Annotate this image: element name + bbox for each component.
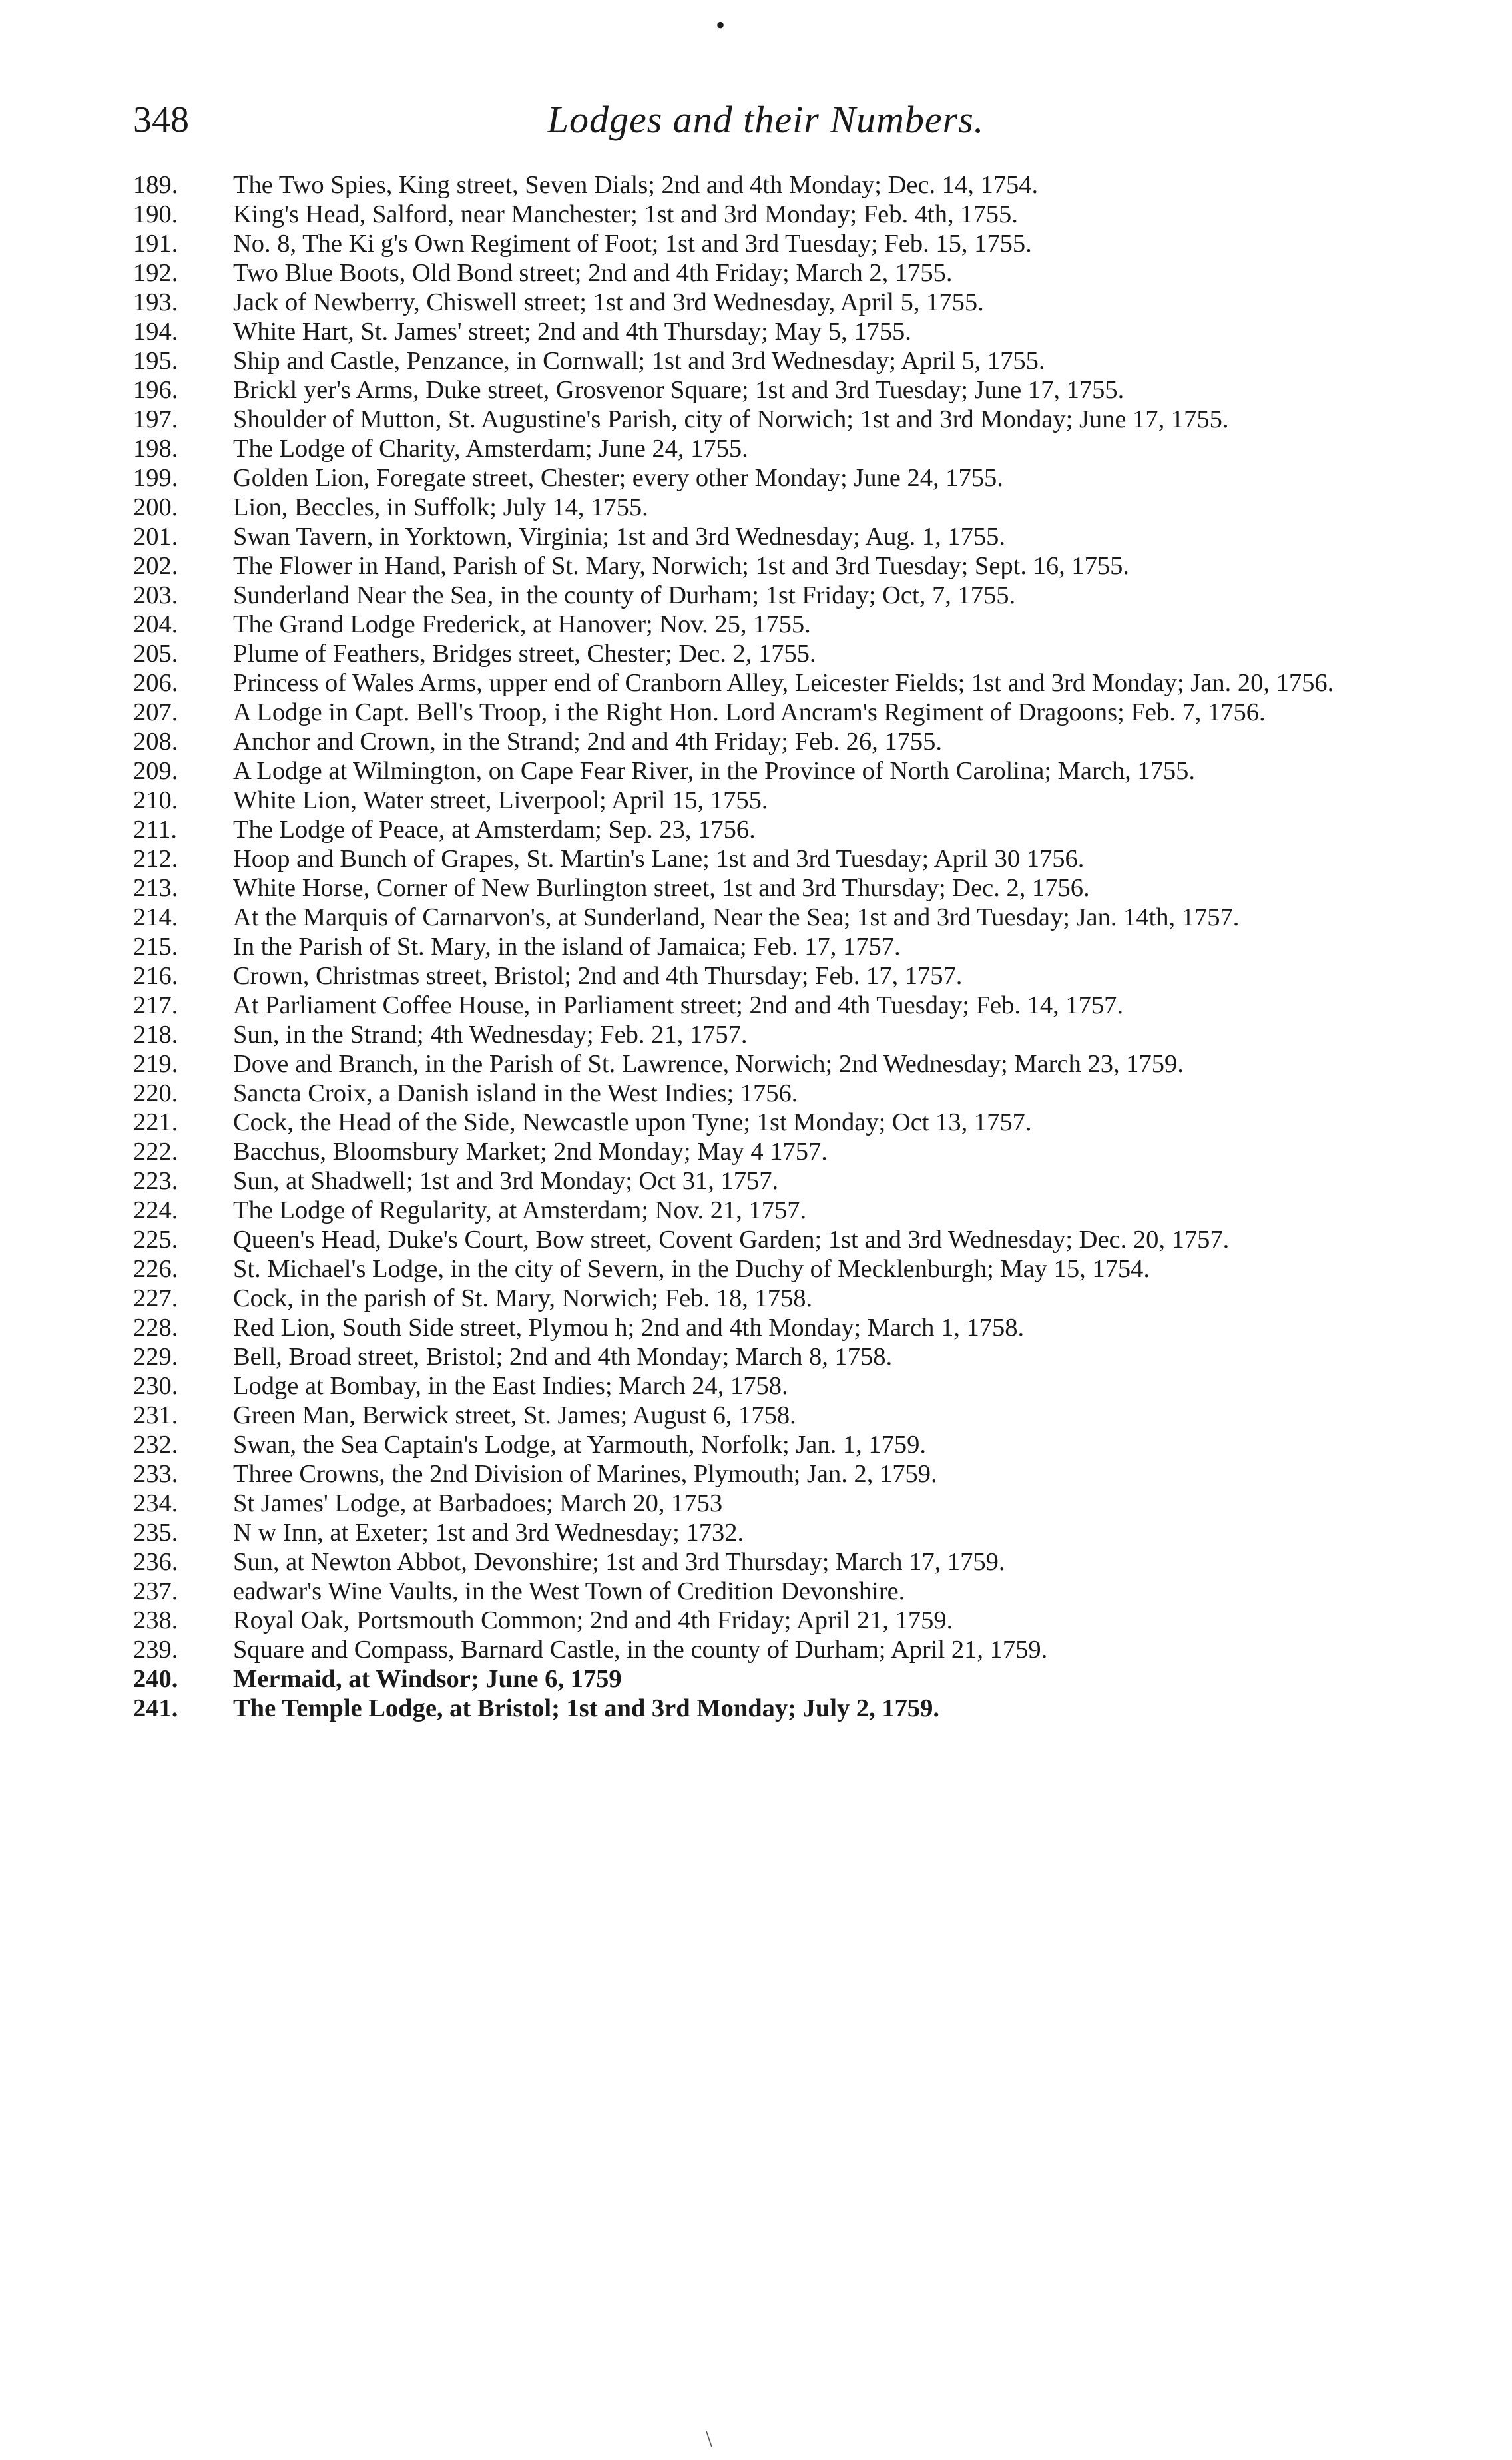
lodge-entry xyxy=(133,375,1398,405)
lodge-entry xyxy=(133,522,1398,551)
lodge-entry xyxy=(133,727,1398,756)
entry-text: N w Inn, at Exeter; 1st and 3rd Wednesday; 1732. xyxy=(233,1519,744,1547)
lodge-entry xyxy=(133,1313,1398,1342)
lodge-entry xyxy=(133,1137,1398,1166)
entry-number: 210. xyxy=(133,786,178,814)
lodge-entry xyxy=(133,200,1398,229)
entry-number: 190. xyxy=(133,200,178,228)
lodge-entry xyxy=(133,1635,1398,1664)
lodge-entry xyxy=(133,1108,1398,1137)
entry-number: 212. xyxy=(133,845,178,873)
lodge-entry xyxy=(133,1430,1398,1459)
entry-text: A Lodge at Wilmington, on Cape Fear River, in the Province of North Carolina; March, 1755. xyxy=(233,757,1196,785)
lodge-entry xyxy=(133,756,1398,786)
entry-number: 215. xyxy=(133,933,178,961)
entry-text: Golden Lion, Foregate street, Chester; every other Monday; June 24, 1755. xyxy=(233,464,1003,492)
entry-number: 195. xyxy=(133,347,178,375)
entry-number: 200. xyxy=(133,493,178,521)
entry-number: 194. xyxy=(133,318,178,346)
entry-number: 205. xyxy=(133,640,178,668)
entry-text: In the Parish of St. Mary, in the island of Jamaica; Feb. 17, 1757. xyxy=(233,933,901,961)
lodge-entry xyxy=(133,1196,1398,1225)
entry-text: Swan Tavern, in Yorktown, Virginia; 1st and 3rd Wednesday; Aug. 1, 1755. xyxy=(233,523,1006,551)
entry-number: 232. xyxy=(133,1431,178,1459)
lodge-entry xyxy=(133,1225,1398,1254)
entry-text: Swan, the Sea Captain's Lodge, at Yarmouth, Norfolk; Jan. 1, 1759. xyxy=(233,1431,926,1459)
entry-number: 226. xyxy=(133,1255,178,1283)
entry-text: Red Lion, South Side street, Plymou h; 2nd and 4th Monday; March 1, 1758. xyxy=(233,1314,1025,1342)
entry-number: 191. xyxy=(133,230,178,258)
page-header xyxy=(133,93,1398,146)
entry-number: 230. xyxy=(133,1372,178,1400)
entry-text: The Lodge of Charity, Amsterdam; June 24, 1755. xyxy=(233,435,748,463)
entry-text: eadwar's Wine Vaults, in the West Town of Credition Devonshire. xyxy=(233,1577,905,1605)
entry-number: 214. xyxy=(133,903,178,931)
entry-number: 231. xyxy=(133,1401,178,1429)
lodge-entry xyxy=(133,1166,1398,1196)
entry-text: Cock, in the parish of St. Mary, Norwich; Feb. 18, 1758. xyxy=(233,1284,813,1312)
entry-text: Jack of Newberry, Chiswell street; 1st and 3rd Wednesday, April 5, 1755. xyxy=(233,288,984,316)
entry-text: Two Blue Boots, Old Bond street; 2nd and 4th Friday; March 2, 1755. xyxy=(233,259,953,287)
entry-text: Green Man, Berwick street, St. James; August 6, 1758. xyxy=(233,1401,796,1429)
entry-text: At the Marquis of Carnarvon's, at Sunderland, Near the Sea; 1st and 3rd Tuesday; Jan. 14th, 1757. xyxy=(233,903,1240,931)
entry-text: The Lodge of Peace, at Amsterdam; Sep. 23, 1756. xyxy=(233,816,756,844)
lodge-entry xyxy=(133,639,1398,668)
lodge-entry xyxy=(133,815,1398,844)
entry-text: Sun, at Newton Abbot, Devonshire; 1st and 3rd Thursday; March 17, 1759. xyxy=(233,1548,1005,1576)
lodge-entry xyxy=(133,932,1398,961)
entry-number: 221. xyxy=(133,1108,178,1136)
lodge-entry xyxy=(133,229,1398,258)
entry-text: White Horse, Corner of New Burlington street, 1st and 3rd Thursday; Dec. 2, 1756. xyxy=(233,874,1090,902)
entry-text: At Parliament Coffee House, in Parliament street; 2nd and 4th Tuesday; Feb. 14, 1757. xyxy=(233,991,1123,1019)
lodge-entry xyxy=(133,1284,1398,1313)
entry-text: King's Head, Salford, near Manchester; 1st and 3rd Monday; Feb. 4th, 1755. xyxy=(233,200,1018,228)
entry-text: Plume of Feathers, Bridges street, Chester; Dec. 2, 1755. xyxy=(233,640,816,668)
entry-text: The Flower in Hand, Parish of St. Mary, Norwich; 1st and 3rd Tuesday; Sept. 16, 1755. xyxy=(233,552,1129,580)
entry-number: 202. xyxy=(133,552,178,580)
entry-number: 240. xyxy=(133,1665,178,1693)
entry-text: Shoulder of Mutton, St. Augustine's Parish, city of Norwich; 1st and 3rd Monday; June 17, 1755. xyxy=(233,405,1229,433)
entry-text: Royal Oak, Portsmouth Common; 2nd and 4th Friday; April 21, 1759. xyxy=(233,1606,953,1634)
entry-number: 203. xyxy=(133,581,178,609)
lodge-entry xyxy=(133,1518,1398,1547)
entry-text: St James' Lodge, at Barbadoes; March 20, 1753 xyxy=(233,1489,723,1517)
entry-text: White Lion, Water street, Liverpool; April 15, 1755. xyxy=(233,786,768,814)
lodge-entry xyxy=(133,288,1398,317)
entry-number: 208. xyxy=(133,728,178,756)
lodge-entry xyxy=(133,258,1398,288)
lodge-entry xyxy=(133,961,1398,991)
lodge-entry xyxy=(133,1694,1398,1723)
entry-text: Sancta Croix, a Danish island in the West Indies; 1756. xyxy=(233,1079,798,1107)
lodge-entry xyxy=(133,1342,1398,1371)
entry-text: Sun, in the Strand; 4th Wednesday; Feb. 21, 1757. xyxy=(233,1021,748,1049)
entry-number: 219. xyxy=(133,1050,178,1078)
entry-number: 216. xyxy=(133,962,178,990)
entry-number: 227. xyxy=(133,1284,178,1312)
entry-text: Three Crowns, the 2nd Division of Marines, Plymouth; Jan. 2, 1759. xyxy=(233,1460,937,1488)
entry-number: 213. xyxy=(133,874,178,902)
entry-number: 189. xyxy=(133,171,178,199)
entry-number: 204. xyxy=(133,611,178,638)
lodge-entry xyxy=(133,1664,1398,1694)
entry-number: 237. xyxy=(133,1577,178,1605)
entry-text: Lodge at Bombay, in the East Indies; March 24, 1758. xyxy=(233,1372,788,1400)
entry-text: The Grand Lodge Frederick, at Hanover; Nov. 25, 1755. xyxy=(233,611,811,638)
lodge-entry xyxy=(133,1401,1398,1430)
entry-number: 238. xyxy=(133,1606,178,1634)
entry-text: Sunderland Near the Sea, in the county of Durham; 1st Friday; Oct, 7, 1755. xyxy=(233,581,1016,609)
entry-text: Hoop and Bunch of Grapes, St. Martin's Lane; 1st and 3rd Tuesday; April 30 1756. xyxy=(233,845,1085,873)
entry-number: 192. xyxy=(133,259,178,287)
ink-mark: • xyxy=(716,10,726,40)
entry-number: 229. xyxy=(133,1343,178,1371)
lodge-entry xyxy=(133,1254,1398,1284)
entry-text: The Lodge of Regularity, at Amsterdam; Nov. 21, 1757. xyxy=(233,1196,807,1224)
lodge-entry xyxy=(133,581,1398,610)
entry-number: 193. xyxy=(133,288,178,316)
entry-number: 220. xyxy=(133,1079,178,1107)
lodge-entry xyxy=(133,1547,1398,1577)
entry-text: Crown, Christmas street, Bristol; 2nd and 4th Thursday; Feb. 17, 1757. xyxy=(233,962,963,990)
entry-text: Brickl yer's Arms, Duke street, Grosvenor Square; 1st and 3rd Tuesday; June 17, 1755. xyxy=(233,376,1125,404)
lodge-entry xyxy=(133,873,1398,903)
entry-number: 197. xyxy=(133,405,178,433)
entry-text: Ship and Castle, Penzance, in Cornwall; 1st and 3rd Wednesday; April 5, 1755. xyxy=(233,347,1045,375)
lodge-entry xyxy=(133,463,1398,493)
entry-text: Dove and Branch, in the Parish of St. Lawrence, Norwich; 2nd Wednesday; March 23, 1759. xyxy=(233,1050,1184,1078)
entry-text: Queen's Head, Duke's Court, Bow street, Covent Garden; 1st and 3rd Wednesday; Dec. 20, 1757. xyxy=(233,1226,1230,1254)
entry-number: 209. xyxy=(133,757,178,785)
lodge-entry xyxy=(133,405,1398,434)
entry-number: 236. xyxy=(133,1548,178,1576)
lodge-entry xyxy=(133,698,1398,727)
entry-text: Lion, Beccles, in Suffolk; July 14, 1755. xyxy=(233,493,648,521)
lodge-entry xyxy=(133,1489,1398,1518)
lodge-entry xyxy=(133,991,1398,1020)
entry-text: Anchor and Crown, in the Strand; 2nd and 4th Friday; Feb. 26, 1755. xyxy=(233,728,943,756)
entry-text: Sun, at Shadwell; 1st and 3rd Monday; Oct 31, 1757. xyxy=(233,1167,779,1195)
entry-number: 239. xyxy=(133,1636,178,1664)
lodge-entry xyxy=(133,1606,1398,1635)
entry-number: 207. xyxy=(133,698,178,726)
entry-number: 199. xyxy=(133,464,178,492)
lodge-entry xyxy=(133,170,1398,200)
lodge-entry xyxy=(133,1049,1398,1079)
entry-text: The Temple Lodge, at Bristol; 1st and 3rd Monday; July 2, 1759. xyxy=(233,1694,939,1722)
entry-text: Bell, Broad street, Bristol; 2nd and 4th Monday; March 8, 1758. xyxy=(233,1343,893,1371)
lodge-entry xyxy=(133,1079,1398,1108)
entry-text: Mermaid, at Windsor; June 6, 1759 xyxy=(233,1665,622,1693)
entry-number: 201. xyxy=(133,523,178,551)
entry-number: 228. xyxy=(133,1314,178,1342)
ink-mark: \ xyxy=(706,2425,713,2452)
lodge-entry xyxy=(133,786,1398,815)
entry-number: 222. xyxy=(133,1138,178,1166)
entry-number: 223. xyxy=(133,1167,178,1195)
entry-text: Bacchus, Bloomsbury Market; 2nd Monday; May 4 1757. xyxy=(233,1138,828,1166)
lodge-entry xyxy=(133,434,1398,463)
entry-number: 198. xyxy=(133,435,178,463)
entry-number: 233. xyxy=(133,1460,178,1488)
entry-text: No. 8, The Ki g's Own Regiment of Foot; 1st and 3rd Tuesday; Feb. 15, 1755. xyxy=(233,230,1032,258)
entry-text: Square and Compass, Barnard Castle, in the county of Durham; April 21, 1759. xyxy=(233,1636,1048,1664)
lodge-entry xyxy=(133,1371,1398,1401)
lodge-entry xyxy=(133,493,1398,522)
entry-number: 211. xyxy=(133,816,177,844)
lodge-entry xyxy=(133,317,1398,346)
entry-text: Cock, the Head of the Side, Newcastle upon Tyne; 1st Monday; Oct 13, 1757. xyxy=(233,1108,1032,1136)
entry-text: White Hart, St. James' street; 2nd and 4th Thursday; May 5, 1755. xyxy=(233,318,911,346)
running-head: Lodges and their Numbers. xyxy=(547,98,985,141)
lodge-entry xyxy=(133,844,1398,873)
page-number: 348 xyxy=(133,99,189,140)
entry-number: 196. xyxy=(133,376,178,404)
entry-text: Princess of Wales Arms, upper end of Cranborn Alley, Leicester Fields; 1st and 3rd Monday; Jan. 20, 1756. xyxy=(233,669,1334,697)
entry-number: 225. xyxy=(133,1226,178,1254)
entry-text: St. Michael's Lodge, in the city of Severn, in the Duchy of Mecklenburgh; May 15, 1754. xyxy=(233,1255,1150,1283)
entry-number: 241. xyxy=(133,1694,178,1722)
entry-text: The Two Spies, King street, Seven Dials; 2nd and 4th Monday; Dec. 14, 1754. xyxy=(233,171,1039,199)
entry-number: 234. xyxy=(133,1489,178,1517)
entry-number: 235. xyxy=(133,1519,178,1547)
lodge-entry xyxy=(133,1577,1398,1606)
lodge-entry xyxy=(133,668,1398,698)
lodge-entry xyxy=(133,1020,1398,1049)
lodge-entry xyxy=(133,610,1398,639)
lodge-entry xyxy=(133,903,1398,932)
lodge-list xyxy=(133,170,1398,1723)
entry-text: A Lodge in Capt. Bell's Troop, i the Right Hon. Lord Ancram's Regiment of Dragoons; Feb. 7, 1756. xyxy=(233,698,1266,726)
entry-number: 218. xyxy=(133,1021,178,1049)
entry-number: 206. xyxy=(133,669,178,697)
lodge-entry xyxy=(133,551,1398,581)
lodge-entry xyxy=(133,1459,1398,1489)
entry-number: 217. xyxy=(133,991,178,1019)
entry-number: 224. xyxy=(133,1196,178,1224)
lodge-entry xyxy=(133,346,1398,375)
